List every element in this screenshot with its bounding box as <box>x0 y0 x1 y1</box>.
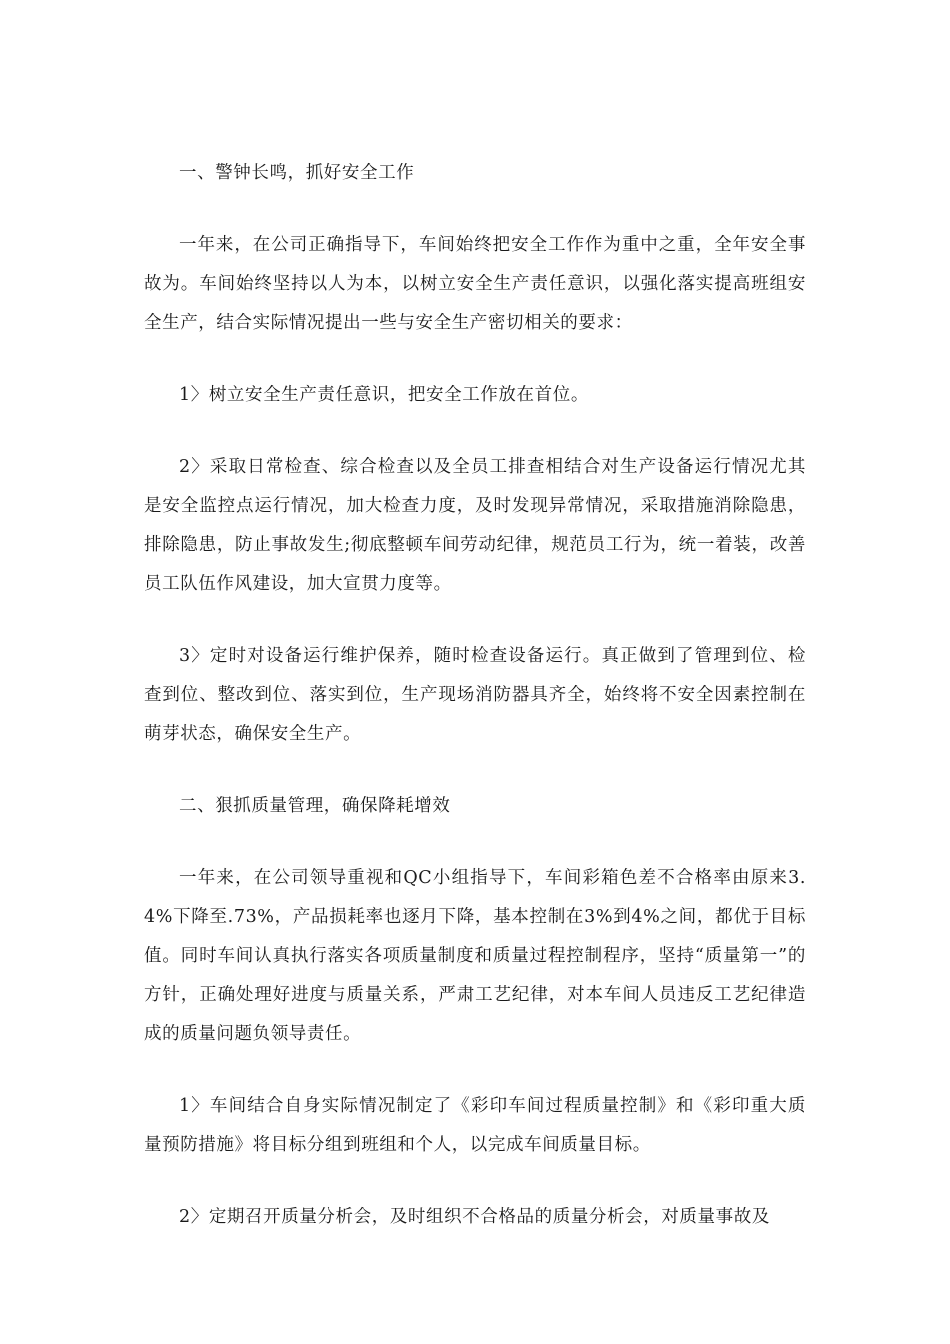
list-item-safety-1: 1〉树立安全生产责任意识，把安全工作放在首位。 <box>179 385 589 405</box>
list-item-quality-2: 2〉定期召开质量分析会，及时组织不合格品的质量分析会，对质量事故及 <box>179 1207 770 1227</box>
document-body <box>144 154 806 1237</box>
paragraph-safety-intro: 一年来，在公司正确指导下，车间始终把安全工作作为重中之重，全年安全事故为。车间始终坚持以人为本，以树立安全生产责任意识，以强化落实提高班组安全生产，结合实际情况提出一些与安全生产密切相关的要求： <box>144 235 806 333</box>
paragraph-quality-intro: 一年来，在公司领导重视和QC小组指导下，车间彩箱色差不合格率由原来3.4%下降至.73%，产品损耗率也逐月下降，基本控制在3%到4%之间，都优于目标值。同时车间认真执行落实各项质量制度和质量过程控制程序，坚持“质量第一”的方针，正确处理好进度与质量关系，严肃工艺纪律，对本车间人员违反工艺纪律造成的质量问题负领导责任。 <box>144 868 806 1044</box>
list-item-safety-2: 2〉采取日常检查、综合检查以及全员工排查相结合对生产设备运行情况尤其是安全监控点运行情况，加大检查力度，及时发现异常情况，采取措施消除隐患，排除隐患，防止事故发生;彻底整顿车间劳动纪律，规范员工行为，统一着装，改善员工队伍作风建设，加大宣贯力度等。 <box>144 457 806 594</box>
section-heading-safety: 一、警钟长鸣，抓好安全工作 <box>179 163 415 183</box>
list-item-quality-1: 1〉车间结合自身实际情况制定了《彩印车间过程质量控制》和《彩印重大质量预防措施》将目标分组到班组和个人，以完成车间质量目标。 <box>144 1096 806 1155</box>
section-heading-quality: 二、狠抓质量管理，确保降耗增效 <box>179 796 451 816</box>
list-item-safety-3: 3〉定时对设备运行维护保养，随时检查设备运行。真正做到了管理到位、检查到位、整改到位、落实到位，生产现场消防器具齐全，始终将不安全因素控制在萌芽状态，确保安全生产。 <box>144 646 806 744</box>
